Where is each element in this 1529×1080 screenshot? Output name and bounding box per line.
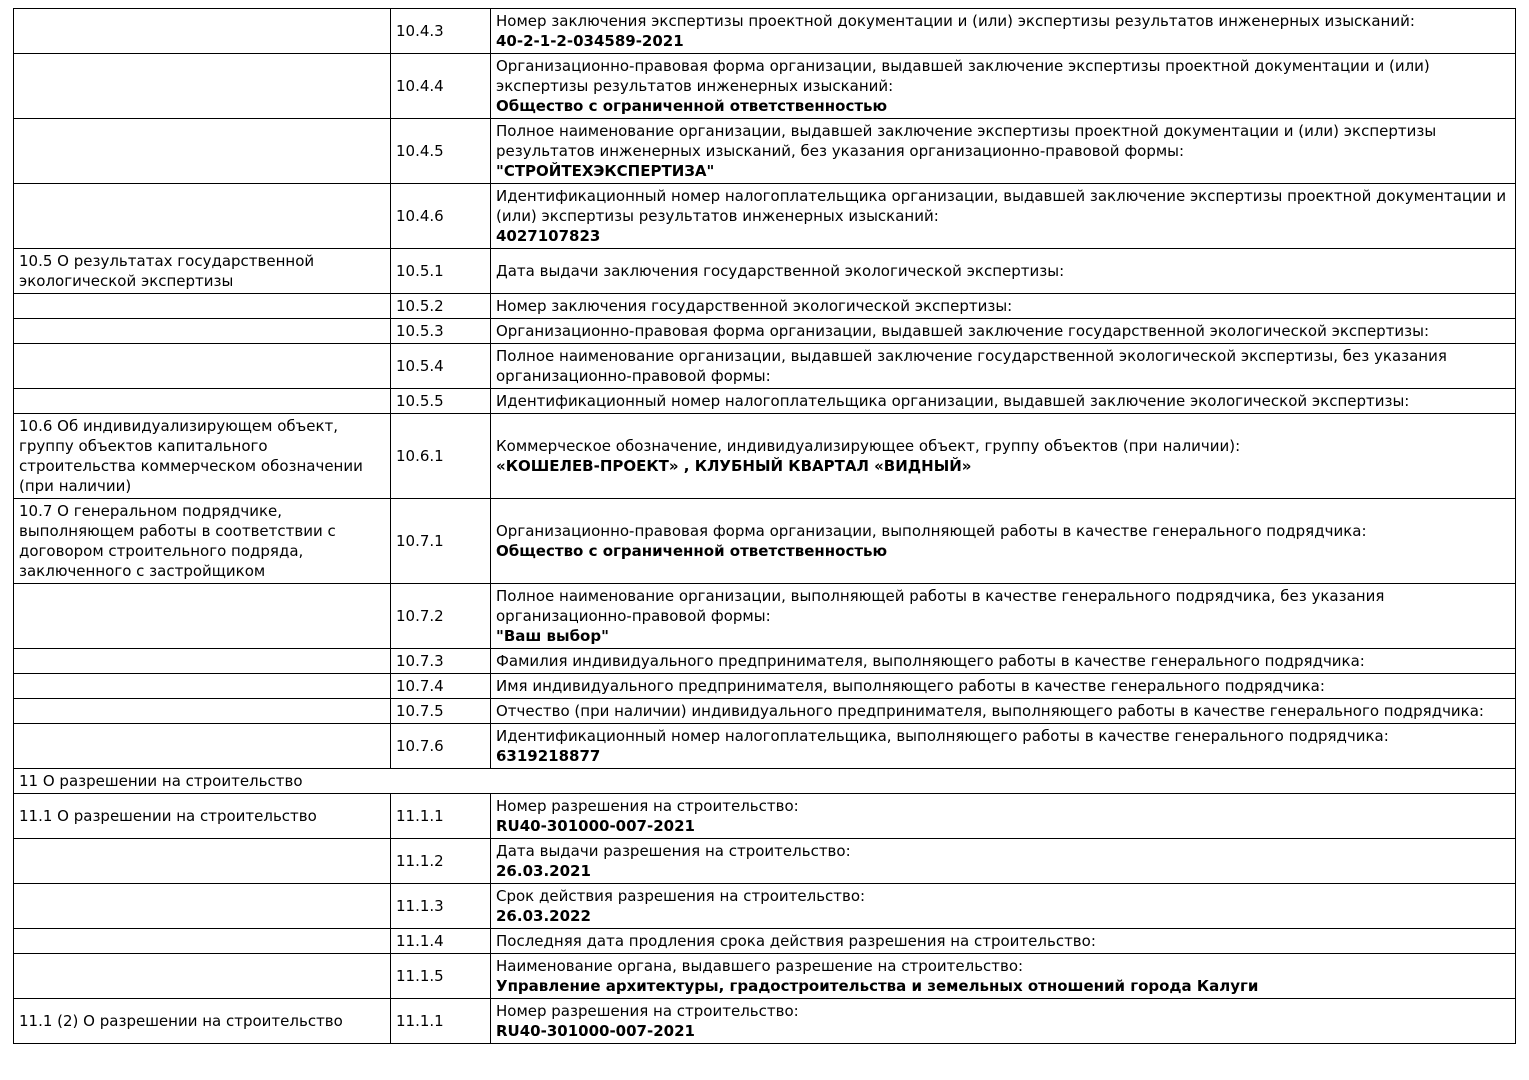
declaration-table-body	[14, 9, 1516, 1044]
field-value: Общество с ограниченной ответственностью	[496, 542, 888, 560]
section-cell	[14, 294, 391, 319]
item-number-cell: 11.1.1	[391, 794, 491, 839]
field-label: Имя индивидуального предпринимателя, выполняющего работы в качестве генерального подрядчика:	[496, 677, 1325, 695]
section-cell	[14, 389, 391, 414]
content-cell	[491, 389, 1516, 414]
section-cell	[14, 839, 391, 884]
section-header-cell: 11 О разрешении на строительство	[14, 769, 1516, 794]
table-row	[14, 999, 1516, 1044]
item-number-cell: 10.7.2	[391, 584, 491, 649]
table-row	[14, 794, 1516, 839]
field-label: Идентификационный номер налогоплательщика организации, выдавшей заключение экологической экспертизы:	[496, 392, 1410, 410]
item-number-cell: 10.7.3	[391, 649, 491, 674]
item-number-cell: 10.4.4	[391, 54, 491, 119]
content-cell	[491, 584, 1516, 649]
section-cell: 10.7 О генеральном подрядчике, выполняющем работы в соответствии с договором строительного подряда, заключенного с застройщиком	[14, 499, 391, 584]
content-cell	[491, 839, 1516, 884]
table-row	[14, 344, 1516, 389]
table-row	[14, 499, 1516, 584]
item-number-cell: 10.5.4	[391, 344, 491, 389]
field-value: «КОШЕЛЕВ-ПРОЕКТ» , КЛУБНЫЙ КВАРТАЛ «ВИДНЫЙ»	[496, 457, 972, 475]
content-cell	[491, 119, 1516, 184]
item-number-cell: 10.6.1	[391, 414, 491, 499]
field-label: Отчество (при наличии) индивидуального предпринимателя, выполняющего работы в качестве генерального подрядчика:	[496, 702, 1484, 720]
field-label: Организационно-правовая форма организации, выдавшей заключение экспертизы проектной документации и (или) экспертизы результатов инженерных изысканий:	[496, 57, 1430, 95]
section-cell	[14, 584, 391, 649]
field-label: Последняя дата продления срока действия разрешения на строительство:	[496, 932, 1096, 950]
section-cell	[14, 649, 391, 674]
section-cell	[14, 184, 391, 249]
section-cell	[14, 54, 391, 119]
item-number-cell: 10.7.6	[391, 724, 491, 769]
item-number-cell: 11.1.4	[391, 929, 491, 954]
content-cell	[491, 674, 1516, 699]
item-number-cell: 10.7.4	[391, 674, 491, 699]
field-value: 4027107823	[496, 227, 601, 245]
field-label: Организационно-правовая форма организации, выдавшей заключение государственной экологической экспертизы:	[496, 322, 1430, 340]
field-label: Полное наименование организации, выдавшей заключение государственной экологической экспертизы, без указания организационно-правовой формы:	[496, 347, 1447, 385]
field-value: 6319218877	[496, 747, 601, 765]
item-number-cell: 10.4.3	[391, 9, 491, 54]
project-declaration-table	[13, 8, 1516, 1044]
item-number-cell: 10.7.5	[391, 699, 491, 724]
field-label: Идентификационный номер налогоплательщика организации, выдавшей заключение экспертизы проектной документации и (или) экспертизы результатов инженерных изысканий:	[496, 187, 1507, 225]
item-number-cell: 10.4.6	[391, 184, 491, 249]
table-row	[14, 414, 1516, 499]
field-label: Номер заключения экспертизы проектной документации и (или) экспертизы результатов инженерных изысканий:	[496, 12, 1415, 30]
content-cell	[491, 699, 1516, 724]
field-label: Срок действия разрешения на строительство:	[496, 887, 866, 905]
content-cell	[491, 319, 1516, 344]
section-cell	[14, 9, 391, 54]
content-cell	[491, 724, 1516, 769]
table-row	[14, 724, 1516, 769]
content-cell	[491, 499, 1516, 584]
field-value: 26.03.2022	[496, 907, 591, 925]
section-cell	[14, 674, 391, 699]
table-row	[14, 954, 1516, 999]
field-label: Дата выдачи заключения государственной экологической экспертизы:	[496, 262, 1065, 280]
item-number-cell: 10.4.5	[391, 119, 491, 184]
section-cell	[14, 119, 391, 184]
field-value: Общество с ограниченной ответственностью	[496, 97, 888, 115]
item-number-cell: 11.1.3	[391, 884, 491, 929]
field-label: Дата выдачи разрешения на строительство:	[496, 842, 851, 860]
section-cell: 10.5 О результатах государственной экологической экспертизы	[14, 249, 391, 294]
item-number-cell: 11.1.2	[391, 839, 491, 884]
section-cell	[14, 319, 391, 344]
table-row	[14, 54, 1516, 119]
table-row	[14, 389, 1516, 414]
field-label: Полное наименование организации, выполняющей работы в качестве генерального подрядчика, без указания организационно-правовой формы:	[496, 587, 1385, 625]
content-cell	[491, 954, 1516, 999]
table-row	[14, 584, 1516, 649]
table-row	[14, 319, 1516, 344]
field-label: Номер разрешения на строительство:	[496, 797, 799, 815]
field-label: Организационно-правовая форма организации, выполняющей работы в качестве генерального подрядчика:	[496, 522, 1367, 540]
field-label: Фамилия индивидуального предпринимателя, выполняющего работы в качестве генерального подрядчика:	[496, 652, 1365, 670]
content-cell	[491, 999, 1516, 1044]
field-value: Управление архитектуры, градостроительства и земельных отношений города Калуги	[496, 977, 1259, 995]
section-cell	[14, 699, 391, 724]
field-value: RU40-301000-007-2021	[496, 1022, 695, 1040]
table-row	[14, 839, 1516, 884]
field-label: Номер заключения государственной экологической экспертизы:	[496, 297, 1013, 315]
item-number-cell: 10.7.1	[391, 499, 491, 584]
table-row	[14, 249, 1516, 294]
item-number-cell: 10.5.3	[391, 319, 491, 344]
content-cell	[491, 649, 1516, 674]
content-cell	[491, 54, 1516, 119]
table-row	[14, 649, 1516, 674]
section-cell	[14, 724, 391, 769]
content-cell	[491, 794, 1516, 839]
item-number-cell: 10.5.5	[391, 389, 491, 414]
section-cell	[14, 344, 391, 389]
content-cell	[491, 184, 1516, 249]
item-number-cell: 11.1.5	[391, 954, 491, 999]
table-row	[14, 294, 1516, 319]
field-value: 26.03.2021	[496, 862, 591, 880]
field-label: Полное наименование организации, выдавшей заключение экспертизы проектной документации и (или) экспертизы результатов инженерных изысканий, без указания организационно-правовой формы:	[496, 122, 1437, 160]
section-cell: 11.1 (2) О разрешении на строительство	[14, 999, 391, 1044]
table-row	[14, 769, 1516, 794]
table-row	[14, 929, 1516, 954]
content-cell	[491, 929, 1516, 954]
content-cell	[491, 249, 1516, 294]
field-value: 40-2-1-2-034589-2021	[496, 32, 684, 50]
content-cell	[491, 414, 1516, 499]
section-cell	[14, 954, 391, 999]
table-row	[14, 699, 1516, 724]
table-row	[14, 884, 1516, 929]
section-cell	[14, 929, 391, 954]
section-cell	[14, 884, 391, 929]
field-label: Наименование органа, выдавшего разрешение на строительство:	[496, 957, 1024, 975]
table-row	[14, 674, 1516, 699]
table-row	[14, 9, 1516, 54]
field-value: "СТРОЙТЕХЭКСПЕРТИЗА"	[496, 162, 715, 180]
content-cell	[491, 9, 1516, 54]
field-label: Номер разрешения на строительство:	[496, 1002, 799, 1020]
section-cell: 11.1 О разрешении на строительство	[14, 794, 391, 839]
content-cell	[491, 884, 1516, 929]
item-number-cell: 10.5.1	[391, 249, 491, 294]
content-cell	[491, 344, 1516, 389]
item-number-cell: 11.1.1	[391, 999, 491, 1044]
content-cell	[491, 294, 1516, 319]
item-number-cell: 10.5.2	[391, 294, 491, 319]
field-value: "Ваш выбор"	[496, 627, 609, 645]
field-label: Коммерческое обозначение, индивидуализирующее объект, группу объектов (при наличии):	[496, 437, 1241, 455]
field-value: RU40-301000-007-2021	[496, 817, 695, 835]
table-row	[14, 184, 1516, 249]
field-label: Идентификационный номер налогоплательщика, выполняющего работы в качестве генерального подрядчика:	[496, 727, 1389, 745]
table-row	[14, 119, 1516, 184]
section-cell: 10.6 Об индивидуализирующем объект, группу объектов капитального строительства коммерческом обозначении (при наличии)	[14, 414, 391, 499]
